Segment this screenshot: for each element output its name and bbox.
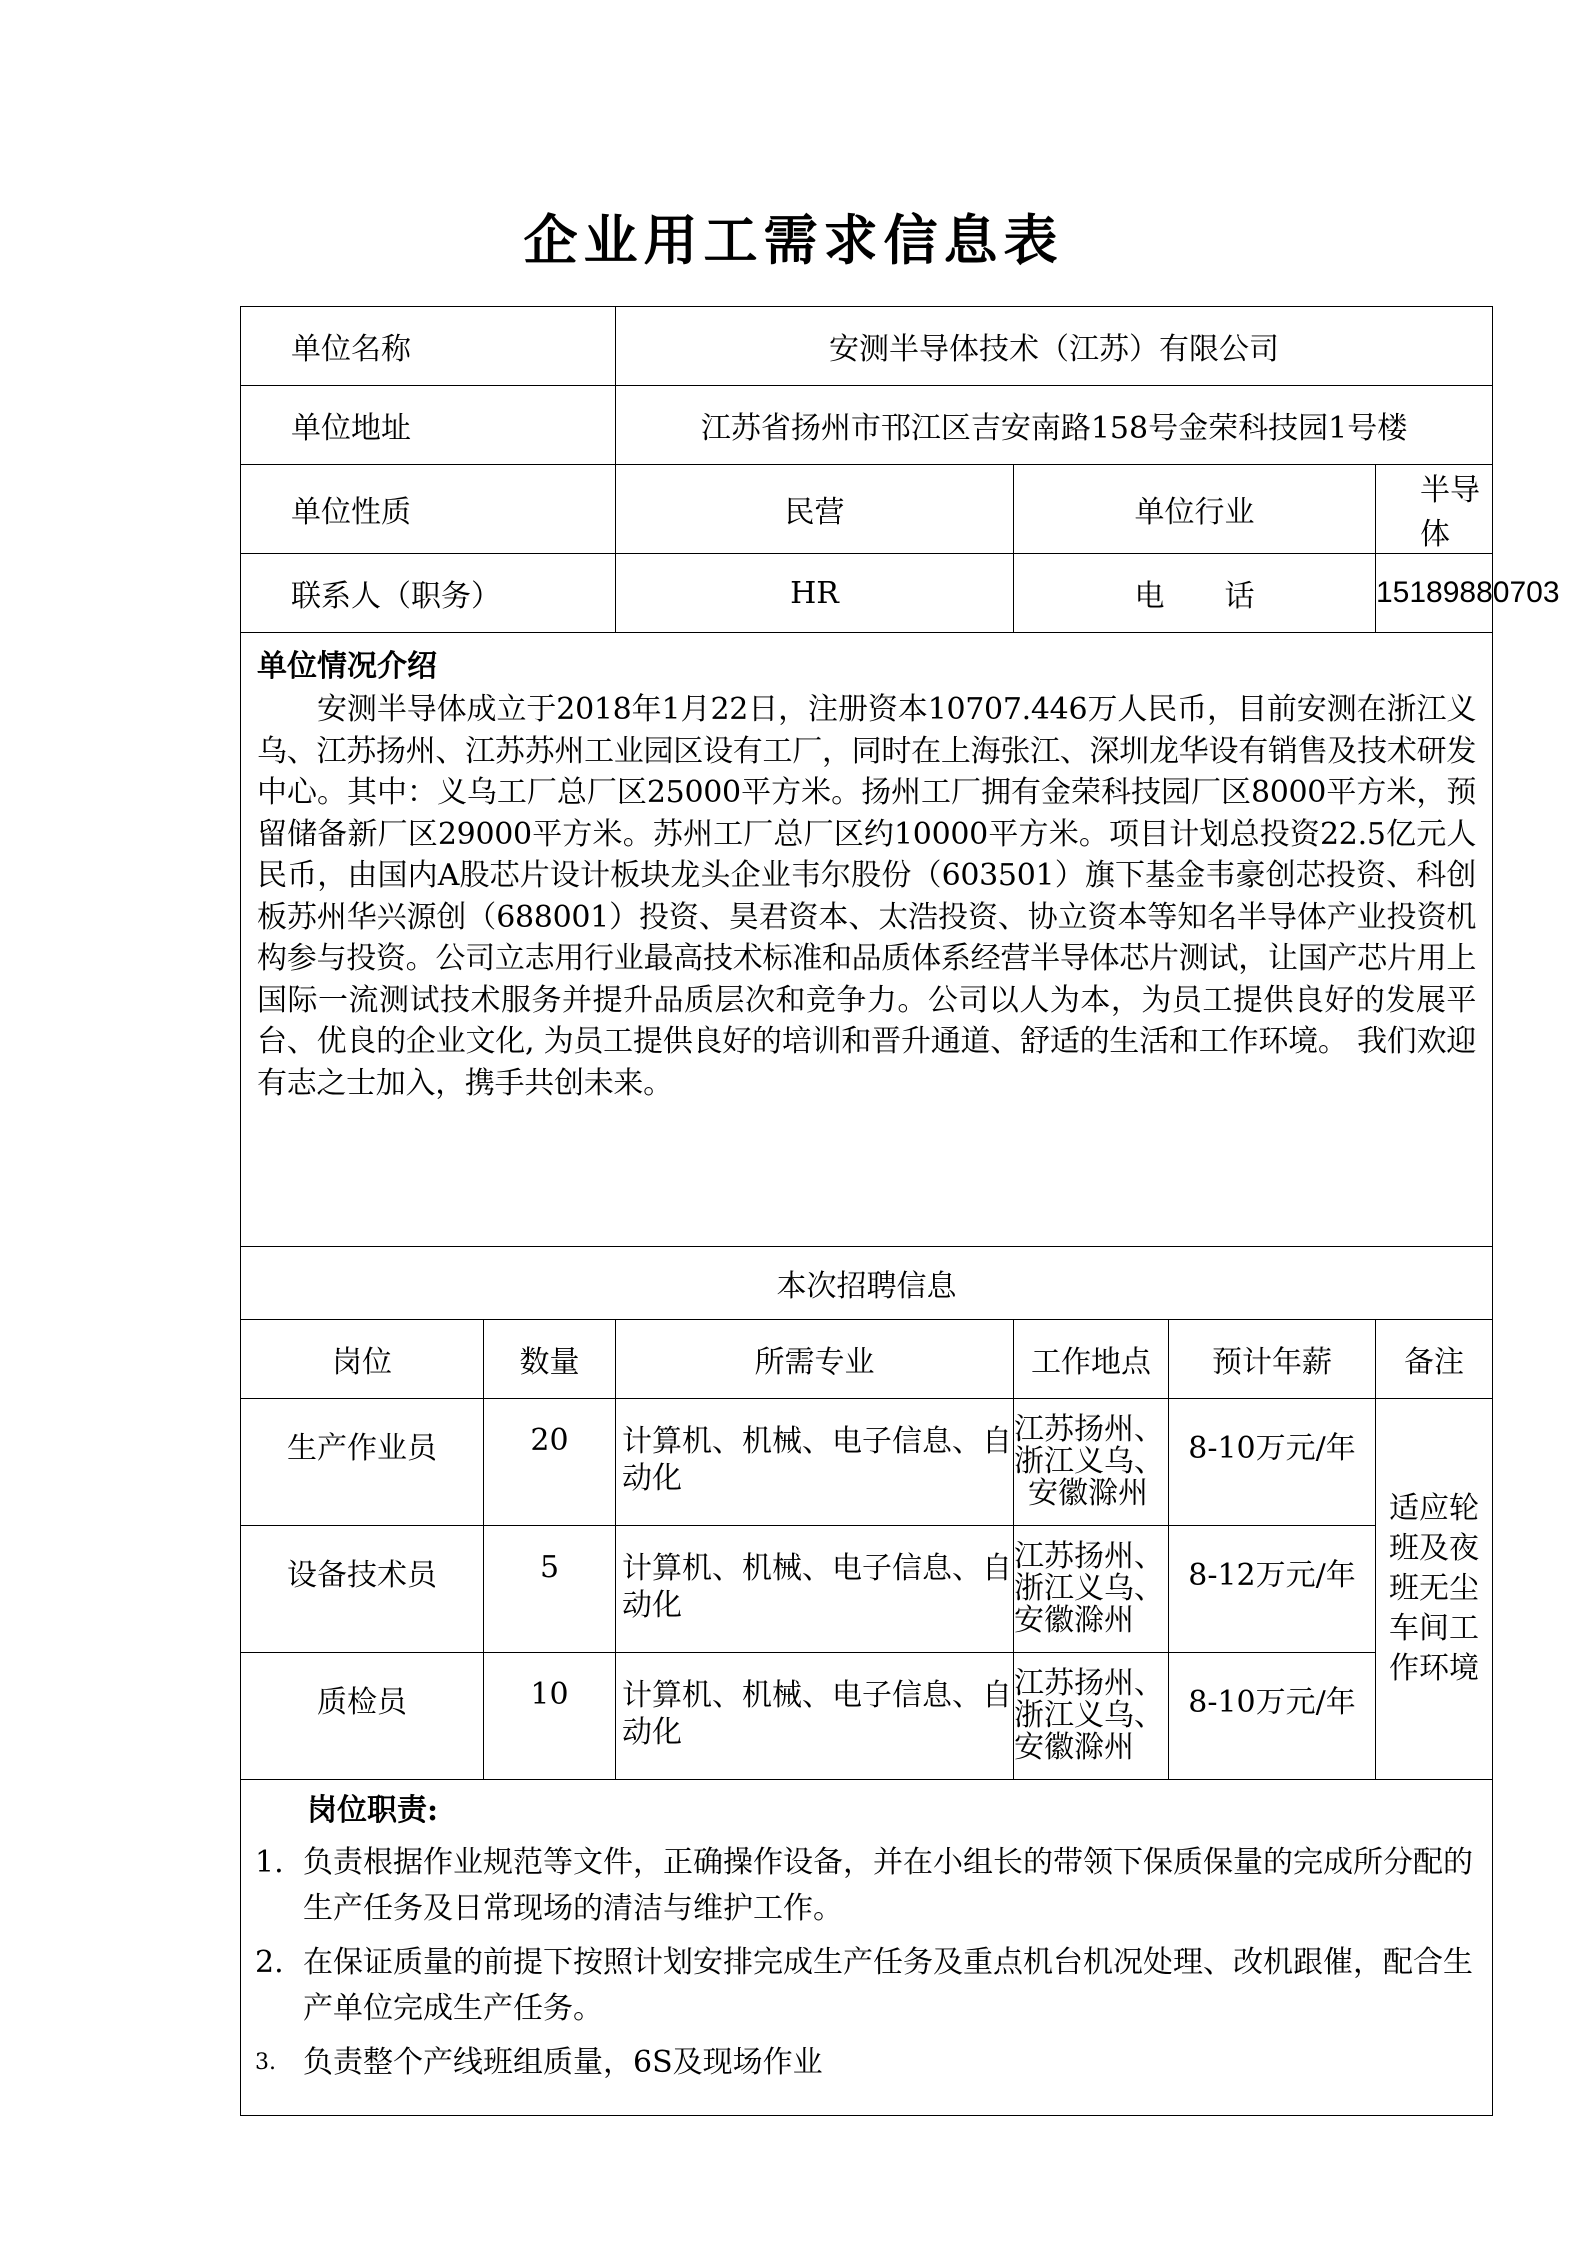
header-position: 岗位 (241, 1320, 484, 1399)
company-phone-label: 电 话 (1014, 554, 1376, 633)
row-position: 生产作业员 (241, 1399, 484, 1526)
header-count: 数量 (484, 1320, 616, 1399)
location-line: 安徽滁州 (1014, 1730, 1134, 1765)
row-position: 质检员 (241, 1653, 484, 1780)
header-location: 工作地点 (1014, 1320, 1169, 1399)
company-intro-text: 安测半导体成立于2018年1月22日，注册资本10707.446万人民币，目前安测在浙江义乌、江苏扬州、江苏苏州工业园区设有工厂，同时在上海张江、深圳龙华设有销售及技术研发中心。其中：义乌工厂总厂区25000平方米。扬州工厂拥有金荣科技园厂区8000平方米，预留储备新厂区29000平方米。苏州工厂总厂区约10000平方米。项目计划总投资22.5亿元人民币，由国内A股芯片设计板块龙头企业韦尔股份（603501）旗下基金韦豪创芯投资、科创板苏州华兴源创（688001）投资、昊君资本、太浩投资、协立资本等知名半导体产业投资机构参与投资。公司立志用行业最高技术标准和品质体系经营半导体芯片测试，让国产芯片用上国际一流测试技术服务并提升品质层次和竞争力。公司以人为本，为员工提供良好的发展平台、优良的企业文化, 为员工提供良好的培训和晋升通道、舒适的生活和工作环境。 我们欢迎有志之士加入，携手共创未来。 (257, 692, 1477, 1101)
location-line: 浙江义乌、 (1014, 1698, 1164, 1733)
duty-text: 负责根据作业规范等文件，正确操作设备，并在小组长的带领下保质保量的完成所分配的生产任务及日常现场的清洁与维护工作。 (303, 1845, 1473, 1926)
duty-text: 负责整个产线班组质量，6S及现场作业 (303, 2045, 823, 2080)
row-count: 5 (484, 1526, 616, 1653)
row-location (1014, 1526, 1169, 1653)
recruit-heading-row (241, 1247, 1493, 1320)
company-contact-label: 联系人（职务） (241, 554, 616, 633)
company-intro-cell (241, 633, 1493, 1247)
company-contact-row (241, 554, 1493, 633)
recruit-row (241, 1653, 1493, 1780)
company-nature-label: 单位性质 (241, 465, 616, 554)
duties-cell (241, 1780, 1493, 2116)
row-major: 计算机、机械、电子信息、自动化 (616, 1399, 1014, 1526)
company-nature-value: 民营 (616, 465, 1014, 554)
company-industry-label: 单位行业 (1014, 465, 1376, 554)
location-line: 浙江义乌、 (1014, 1444, 1164, 1479)
row-salary: 8-12万元/年 (1169, 1526, 1376, 1653)
recruit-header-row (241, 1320, 1493, 1399)
duty-item (255, 1840, 1490, 1932)
row-salary: 8-10万元/年 (1169, 1653, 1376, 1780)
company-intro-row (241, 633, 1493, 1247)
recruit-row (241, 1399, 1493, 1526)
duty-item (255, 1940, 1490, 2032)
row-count: 10 (484, 1653, 616, 1780)
company-address-label: 单位地址 (241, 386, 616, 465)
recruit-heading: 本次招聘信息 (241, 1247, 1493, 1320)
row-location (1014, 1399, 1169, 1526)
company-name-value: 安测半导体技术（江苏）有限公司 (616, 307, 1493, 386)
recruit-note: 适应轮班及夜班无尘车间工作环境 (1376, 1399, 1493, 1780)
recruitment-form (240, 306, 1560, 2116)
row-count: 20 (484, 1399, 616, 1526)
company-intro-heading: 单位情况介绍 (257, 649, 437, 684)
recruit-row (241, 1526, 1493, 1653)
row-salary: 8-10万元/年 (1169, 1399, 1376, 1526)
company-industry-value: 半导体 (1376, 465, 1493, 554)
duty-text: 在保证质量的前提下按照计划安排完成生产任务及重点机台机况处理、改机跟催，配合生产单位完成生产任务。 (303, 1945, 1473, 2026)
page-title: 企业用工需求信息表 (523, 208, 1064, 272)
duty-number: 3. (255, 2050, 276, 2075)
header-major: 所需专业 (616, 1320, 1014, 1399)
row-location (1014, 1653, 1169, 1780)
company-address-row (241, 386, 1493, 465)
company-contact-value: HR (616, 554, 1014, 633)
duties-row (241, 1780, 1493, 2116)
location-line: 江苏扬州、 (1014, 1666, 1164, 1701)
company-nature-row (241, 465, 1493, 554)
location-line: 江苏扬州、 (1014, 1539, 1164, 1574)
company-phone-value: 15189880703 (1376, 554, 1493, 633)
location-line: 江苏扬州、 (1014, 1412, 1164, 1447)
company-name-label: 单位名称 (241, 307, 616, 386)
duty-item (255, 2040, 1490, 2086)
row-position: 设备技术员 (241, 1526, 484, 1653)
row-major: 计算机、机械、电子信息、自动化 (616, 1526, 1014, 1653)
company-name-row (241, 307, 1493, 386)
location-line: 安徽滁州 (1014, 1603, 1134, 1638)
location-line: 浙江义乌、 (1014, 1571, 1164, 1606)
row-major: 计算机、机械、电子信息、自动化 (616, 1653, 1014, 1780)
duty-number: 1. (255, 1845, 284, 1880)
header-salary: 预计年薪 (1169, 1320, 1376, 1399)
header-note: 备注 (1376, 1320, 1493, 1399)
location-line: 安徽滁州 (1028, 1476, 1148, 1511)
company-address-value: 江苏省扬州市邗江区吉安南路158号金荣科技园1号楼 (616, 386, 1493, 465)
duty-number: 2. (255, 1945, 284, 1980)
duties-heading: 岗位职责: (307, 1793, 439, 1828)
